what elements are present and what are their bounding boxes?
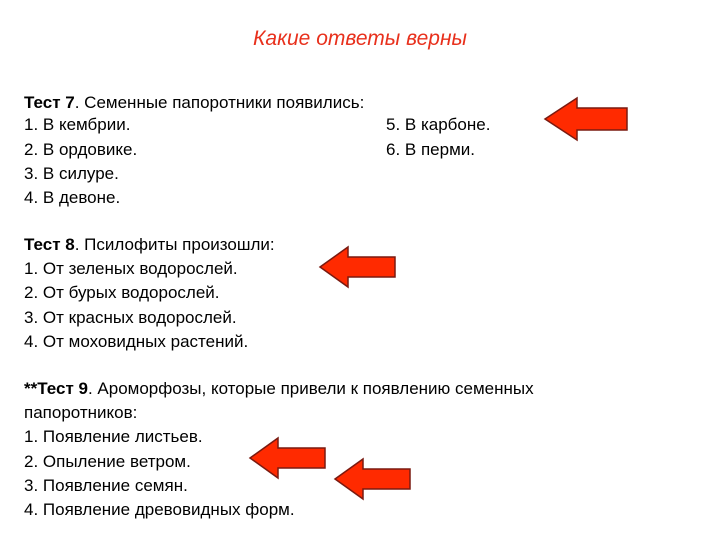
test9-question [24,378,534,400]
left-arrow-icon [318,245,398,289]
test7-option-2: 2. В ордовике. [24,140,138,159]
test8-option-3: 3. От красных водорослей. [24,308,237,327]
test9-question-continued: папоротников: [24,403,138,422]
test9-question-text: . Ароморфозы, которые привели к появлению семенных [87,379,534,398]
test9-label: **Тест 9 [24,379,88,398]
test7-option-6: 6. В перми. [386,140,475,159]
test8-option-1: 1. От зеленых водорослей. [24,259,238,278]
page-title: Какие ответы верны [253,27,467,50]
left-arrow-icon [248,436,328,480]
test7-label: Тест 7 [24,93,75,112]
test9-option-3: 3. Появление семян. [24,476,188,495]
test7-question-text: . Семенные папоротники появились: [74,93,365,112]
test7-option-5: 5. В карбоне. [386,115,491,134]
left-arrow-icon [543,96,631,142]
test9-option-4: 4. Появление древовидных форм. [24,500,295,519]
test9-option-1: 1. Появление листьев. [24,427,203,446]
test8-label: Тест 8 [24,235,75,254]
left-arrow-icon [333,457,413,501]
test7-question [24,92,364,114]
test7-option-1: 1. В кембрии. [24,115,131,134]
test8-option-4: 4. От моховидных растений. [24,332,249,351]
test8-question [24,234,275,256]
test8-option-2: 2. От бурых водорослей. [24,283,220,302]
test7-option-4: 4. В девоне. [24,188,121,207]
test7-option-3: 3. В силуре. [24,164,119,183]
test8-question-text: . Псилофиты произошли: [74,235,275,254]
test9-option-2: 2. Опыление ветром. [24,452,191,471]
